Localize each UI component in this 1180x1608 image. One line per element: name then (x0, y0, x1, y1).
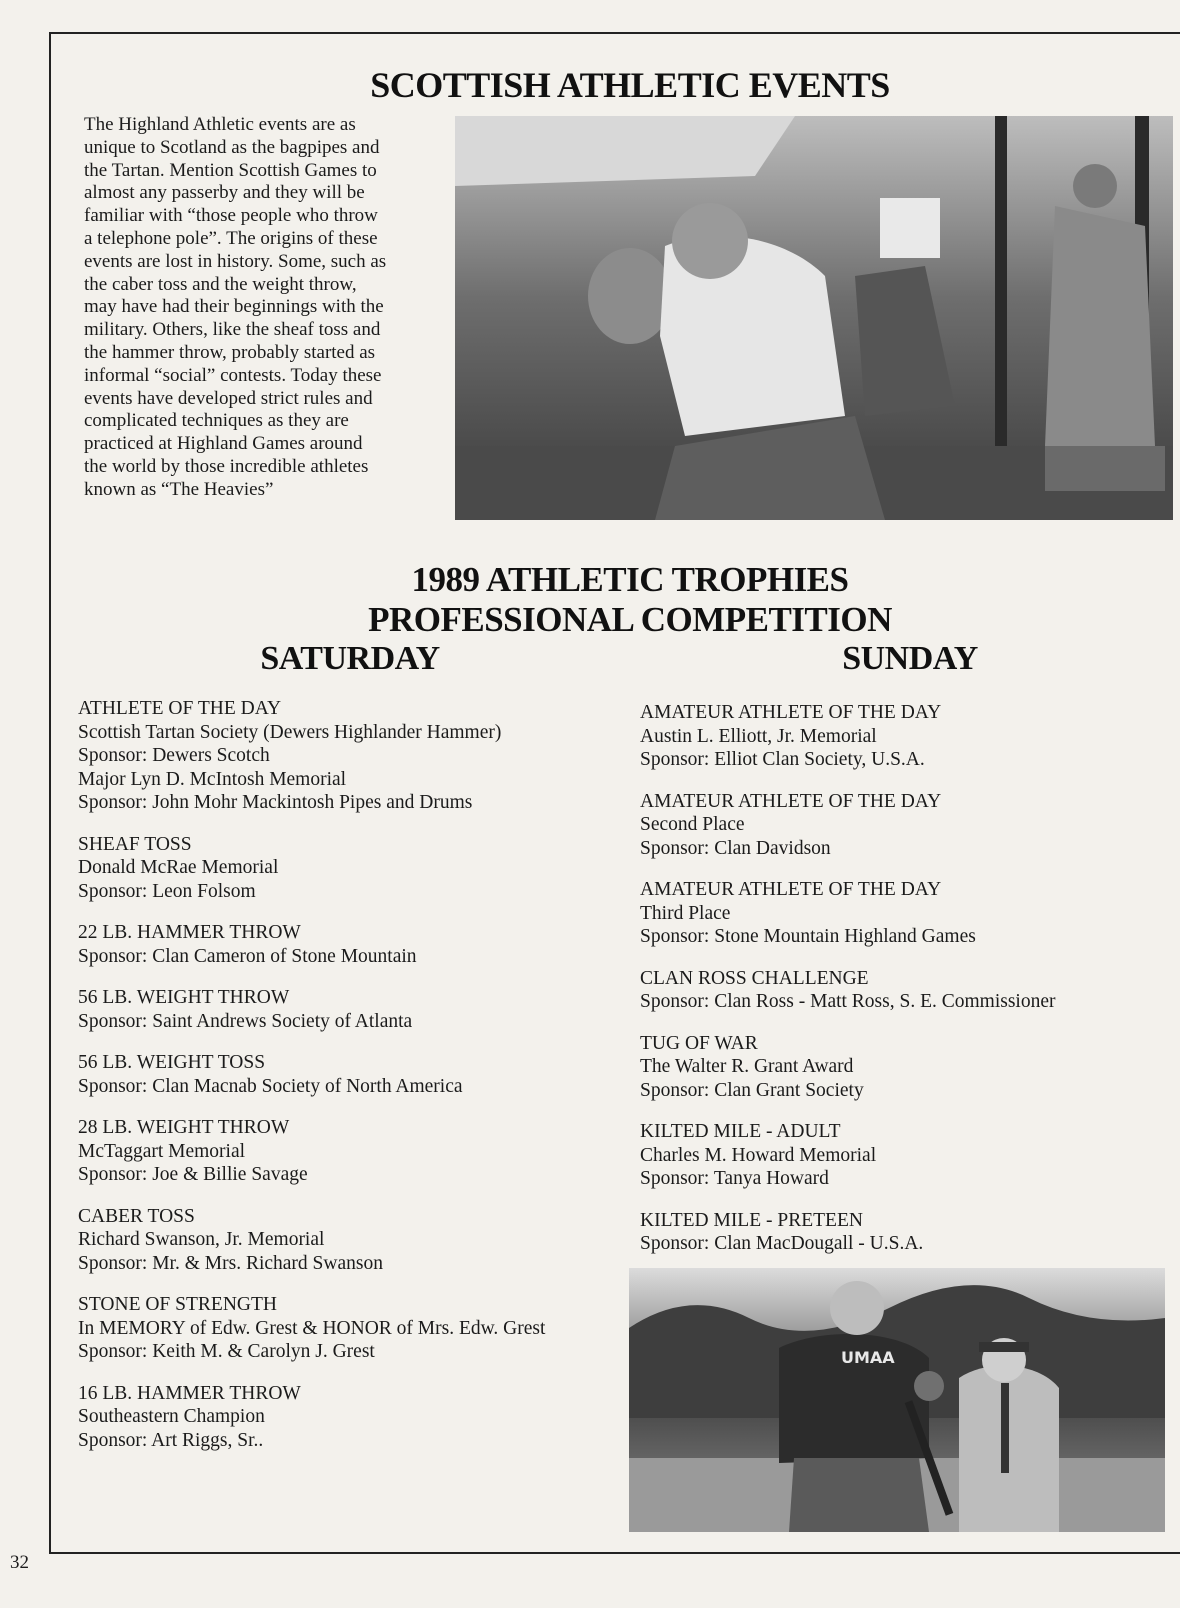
shirt-text: UMAA (841, 1348, 895, 1367)
intro-line: known as “The Heavies” (84, 478, 274, 500)
trophy-line: Sponsor: Dewers Scotch (78, 745, 270, 766)
competition-heading: PROFESSIONAL COMPETITION (368, 600, 892, 639)
trophy-line: Sponsor: Clan Ross - Matt Ross, S. E. Commissioner (640, 991, 1056, 1012)
trophy-title: 22 LB. HAMMER THROW (78, 922, 301, 943)
trophy-line: Sponsor: Elliot Clan Society, U.S.A. (640, 749, 925, 770)
saturday-column (78, 697, 618, 1470)
trophy-entry (78, 1051, 618, 1098)
trophy-line: Sponsor: Saint Andrews Society of Atlanta (78, 1010, 413, 1032)
trophy-line: Sponsor: Stone Mountain Highland Games (640, 926, 976, 947)
trophy-entry (78, 833, 618, 904)
trophy-line: Sponsor: Leon Folsom (78, 880, 256, 902)
trophy-line: McTaggart Memorial (78, 1140, 246, 1162)
trophy-entry (640, 878, 1110, 949)
intro-line: may have had their beginnings with the (84, 296, 384, 318)
trophy-line: Sponsor: Art Riggs, Sr.. (78, 1429, 264, 1451)
intro-line: events are lost in history. Some, such as (84, 250, 387, 272)
trophy-title: CABER TOSS (78, 1205, 195, 1227)
trophies-heading: 1989 ATHLETIC TROPHIES (411, 560, 849, 599)
trophy-entry (78, 986, 618, 1033)
trophy-title: 16 LB. HAMMER THROW (78, 1382, 301, 1404)
intro-line: the caber toss and the weight throw, (84, 273, 357, 295)
intro-paragraph (84, 114, 444, 502)
trophy-line: Sponsor: Joe & Billie Savage (78, 1164, 308, 1185)
trophy-title: SHEAF TOSS (78, 833, 192, 855)
trophy-entry (78, 1116, 618, 1187)
trophy-line: Austin L. Elliott, Jr. Memorial (640, 725, 877, 747)
trophy-entry (78, 1293, 618, 1364)
intro-line: events have developed strict rules and (84, 387, 373, 409)
trophy-entry (78, 921, 618, 968)
trophy-line: Sponsor: Clan Macnab Society of North America (78, 1075, 463, 1097)
trophy-line: Third Place (640, 902, 731, 924)
trophy-line: Sponsor: Clan Cameron of Stone Mountain (78, 945, 417, 967)
trophy-line: Southeastern Champion (78, 1406, 265, 1427)
trophy-title: TUG OF WAR (640, 1032, 758, 1054)
trophy-line: Sponsor: Clan MacDougall - U.S.A. (640, 1233, 924, 1254)
trophy-title: 56 LB. WEIGHT TOSS (78, 1052, 266, 1073)
trophy-entry (640, 1032, 1110, 1103)
trophy-title: 56 LB. WEIGHT THROW (78, 987, 290, 1008)
trophy-title: AMATEUR ATHLETE OF THE DAY (640, 790, 942, 812)
intro-line: complicated techniques as they are (84, 410, 349, 432)
trophy-line: In MEMORY of Edw. Grest & HONOR of Mrs. Edw. Grest (78, 1317, 546, 1339)
trophy-line: The Walter R. Grant Award (640, 1056, 854, 1077)
trophy-line: Sponsor: Mr. & Mrs. Richard Swanson (78, 1252, 383, 1274)
trophy-title: CLAN ROSS CHALLENGE (640, 967, 869, 989)
stone-throw-photo (455, 116, 1173, 520)
trophy-line: Sponsor: Clan Davidson (640, 837, 831, 859)
intro-line: The Highland Athletic events are as (84, 114, 356, 135)
trophy-line: Donald McRae Memorial (78, 857, 279, 878)
intro-line: the world by those incredible athletes (84, 455, 369, 477)
sunday-heading: SUNDAY (842, 640, 978, 677)
trophy-title: KILTED MILE - ADULT (640, 1121, 841, 1142)
trophy-line: Sponsor: Keith M. & Carolyn J. Grest (78, 1341, 375, 1362)
trophy-entry (640, 1120, 1110, 1191)
athletes-portrait-photo (629, 1268, 1165, 1532)
trophy-title: ATHLETE OF THE DAY (78, 698, 282, 719)
trophy-title: AMATEUR ATHLETE OF THE DAY (640, 879, 942, 900)
trophy-entry (640, 790, 1110, 861)
trophy-title: 28 LB. WEIGHT THROW (78, 1117, 290, 1138)
trophy-entry (640, 701, 1110, 772)
sunday-column (640, 701, 1110, 1274)
intro-line: informal “social” contests. Today these (84, 364, 382, 386)
trophy-line: Charles M. Howard Memorial (640, 1144, 877, 1166)
page-number: 32 (10, 1552, 29, 1573)
trophy-line: Sponsor: John Mohr Mackintosh Pipes and Drums (78, 792, 473, 813)
trophy-line: Richard Swanson, Jr. Memorial (78, 1229, 325, 1250)
trophy-line: Sponsor: Tanya Howard (640, 1168, 829, 1189)
trophy-entry (640, 967, 1110, 1014)
intro-line: almost any passerby and they will be (84, 182, 365, 204)
page-title: SCOTTISH ATHLETIC EVENTS (370, 65, 890, 105)
intro-line: a telephone pole”. The origins of these (84, 227, 378, 249)
trophy-title: AMATEUR ATHLETE OF THE DAY (640, 702, 942, 723)
trophy-entry (78, 1205, 618, 1276)
trophy-title: KILTED MILE - PRETEEN (640, 1209, 863, 1231)
intro-line: military. Others, like the sheaf toss and (84, 319, 381, 341)
trophy-entry (78, 697, 618, 815)
trophy-line: Second Place (640, 814, 745, 835)
intro-line: the hammer throw, probably started as (84, 341, 376, 363)
trophy-entry (78, 1382, 618, 1453)
trophy-line: Sponsor: Clan Grant Society (640, 1079, 864, 1101)
trophy-line: Scottish Tartan Society (Dewers Highlander Hammer) (78, 721, 502, 743)
trophy-entry (640, 1209, 1110, 1256)
intro-line: familiar with “those people who throw (84, 205, 378, 227)
trophy-title: STONE OF STRENGTH (78, 1294, 277, 1315)
saturday-heading: SATURDAY (260, 640, 440, 677)
intro-line: unique to Scotland as the bagpipes and (84, 136, 380, 158)
trophy-line: Major Lyn D. McIntosh Memorial (78, 768, 347, 790)
intro-line: the Tartan. Mention Scottish Games to (84, 159, 377, 181)
intro-line: practiced at Highland Games around (84, 433, 363, 455)
